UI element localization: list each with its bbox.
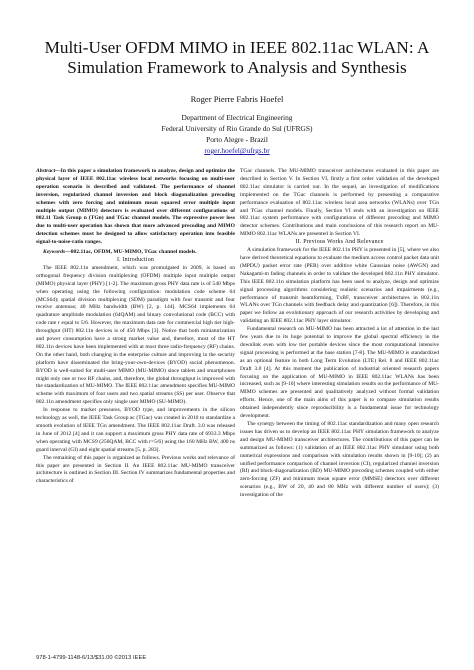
section-heading-previous-works: II. Previous Works And Relevance (295, 239, 384, 246)
paragraph: In response to market pressures, BYOD type, and improvements in the silicon technology as well, the IEEE Task Group ac (TGac) was created in 2010 to standardize a smooth evolution of IEEE TGn amendment. The IEEE 802.11ac Draft. 3.0 was released in June of 2012 [4] and it can support a maximum gross PHY data rate of 6933.3 Mbps when operating with MCS9 (256QAM, BCC with r=5/6) using the 160 MHz BW, 400 ns guard interval (GI) and eight spatial streams [5, p. 283]. (36, 407, 235, 453)
keywords-label: Keywords (43, 249, 66, 256)
author-block (20, 94, 454, 156)
paragraph: The remaining of this paper is organized as follows. Previous works and relevance of this paper are presented in Section II. An IEEE 802.11ac MU-MIMO transceiver architecture is outlined in Section III. Section IV summarizes fundamental properties and characteristics of (36, 454, 235, 485)
copyright-footer: 978-1-4799-1148-6/13/$31.00 ©2013 IEEE (36, 655, 147, 661)
abstract-label: Abstract (36, 168, 56, 174)
right-column (240, 168, 439, 500)
paragraph: Fundamental research on MU-MIMO has been attracted a lot of attention in the last few years due to its huge potential to improve the global spectral efficiency in the downlink even with low tier portable devices since the most computational intensive signal processing is performed at the base station [7-8]. The MU-MIMO is standardized as an optional feature in both Long Term Evolution (LTE) Rel. 8 and IEEE 802.11ac Draft 3.0 [4]. At this moment the publication of industrial oriented research papers focusing on the application of MU-MIMO in IEEE 802.11ac WLANs has been increased, such as [9-10] where interesting simulation results on the performance of MU-MIMO schemes are presented and qualitatively analyzed without formal validation efforts. Hence, one of the main aims of this paper is to compare simulation results obtained independently since reproducibility is a fundamental issue for technology development. (240, 326, 439, 420)
author-email-link[interactable]: roger.hoefel@ufrgs.br (204, 146, 270, 155)
abstract-text: —In this paper a simulation framework to analyze, design and optimize the physical layer of IEEE 802.11ac wireless local networks focusing on multi-user operation scenario is described and validated. The performance of channel inversion, regularized channel inversion and block diagonalization precoding schemes with zero forcing and minimum mean squared error multiple input multiple output (MIMO) detectors is evaluated over different configurations of 802.11 Task Group n (TGn) and TGac channel models. The expressive power loss due to multi-user operation has shown that more advanced precoding and MIMO detection schemes must be designed to allow satisfactory operation into feasible signal-to-noise-ratio ranges. (36, 168, 235, 246)
affiliation-line-3: Porto Alegre - Brazil (206, 135, 268, 144)
paragraph: The synergy between the timing of 802.11ac standardization and many open research issues has driven us to develop an IEEE 802.11ac PHY simulation framework to analyze and design MU-MIMO transceiver architectures. The contributions of this paper can be summarized as follows: (1) validation of an IEEE 802.11ac PHY simulator using both numerical expressions and comparison with simulation results shown in [9-10]; (2) an unified performance comparison of channel inversion (CI), regularized channel inversion (RI) and block-diagonalization (BD) MU-MIMO precoding schemes coupled with either zero-forcing (ZF) and minimum mean square error (MMSE) detectors over different scenarios (e.g., BW of 20, 40 and 80 MHz with different number of users); (3) investigation of the (240, 421, 439, 499)
section-heading-introduction: I. Introduction (116, 256, 155, 263)
keywords (36, 249, 235, 257)
abstract (36, 168, 235, 247)
affiliation-line-2: Federal University of Rio Grande do Sul (UFRGS) (161, 124, 313, 133)
left-column (36, 168, 235, 486)
paragraph: A simulation framework for the IEEE 802.11n PHY is presented in [5], where we also have derived theoretical equations to evaluate the medium access control packet data unit (MPDU) packet error rate (PER) over additive white Gaussian noise (AWGN) and Nakagami-m fading channels in order to validate the developed 802.11n PHY simulator. This IEEE 802.11n simulation platform has been used to analyze, design and optimize signal processing algorithms considering realistic scenarios and impairments (e.g., performance of transmit beamforming, TxBF, transceiver architectures in 802.11n WLANs over TGn channels with feedback delay and quantization [6]). Therefore, in this paper we follow an evolutionary approach of our research activities by developing and validating an IEEE 802.11ac PHY layer simulator. (240, 247, 439, 325)
author-name: Roger Pierre Fabris Hoefel (190, 94, 284, 104)
paper-title: Multi-User OFDM MIMO in IEEE 802.11ac WLAN: A Simulation Framework to Analysis and Synthesis (44, 38, 430, 77)
affiliation-line-1: Department of Electrical Engineering (181, 113, 293, 122)
paragraph: The IEEE 802.11n amendment, which was promulgated in 2009, is based on orthogonal frequency division multiplexing (OFDM) multiple input multiple output (MIMO) physical layer (PHY) [1-2]. The maximum gross PHY data rate is of 540 Mbps when operating using the following configuration: modulation code scheme 64 (MCS64); spatial division multiplexing (SDM) paradigm with four transmit and four receive antennas; 40 MHz bandwidth (BW) [2, p. 144]. MCS64 implements 64 quadrature amplitude modulation (64QAM) and binary convolutional code (BCC) with code rate r equal to 5/6. However, the maximum data rate for commercial high tier high-throughput (HT) 802.11n devices is of 450 Mbps [3]. Notice that both miniaturization and power consumption have a strong market value and, therefore, most of the HT 802.11n devices have been implemented with at most three radio-frequency (RF) chains. On the other hand, both changing in the enterprise culture and improving in the security platform have disseminated the bring-your-own-devices (BYOD) social phenomenon. BYOD is well-suited for multi-user MIMO (MU-MIMO) since tablets and smartphones might only one or two RF chains, and, therefore, the global throughput is improved with the standardization of MU-MIMO. The IEEE 802.11ac amendment specifies MU-MIMO scheme with maximum of four users and two spatial streams (SS) per user. Observe that 802.11n amendment specifies only single user MIMO (SU-MIMO). (36, 264, 235, 406)
keywords-text: —802.11ac, OFDM, MU-MIMO, TGac channel models. (65, 249, 197, 256)
paragraph: TGac channels. The MU-MIMO transceiver architectures evaluated in this paper are described in Section V. In Section VI, firstly a first order validation of the developed 802.11ac simulator is carried out. In the sequel, an investigation of modifications implemented on the TGac channels is performed by presenting a comparative performance evaluation of 802.11ac wireless local area networks (WLANs) over TGn and TGac channel models. Finally, Section VI ends with an investigation on IEEE 802.11ac system performance with configurations of different precoding and MIMO detector schemes. Contributions and main conclusions of this research report on MU-MIMO 802.11ac WLANs are presented in Section VI. (240, 168, 439, 238)
